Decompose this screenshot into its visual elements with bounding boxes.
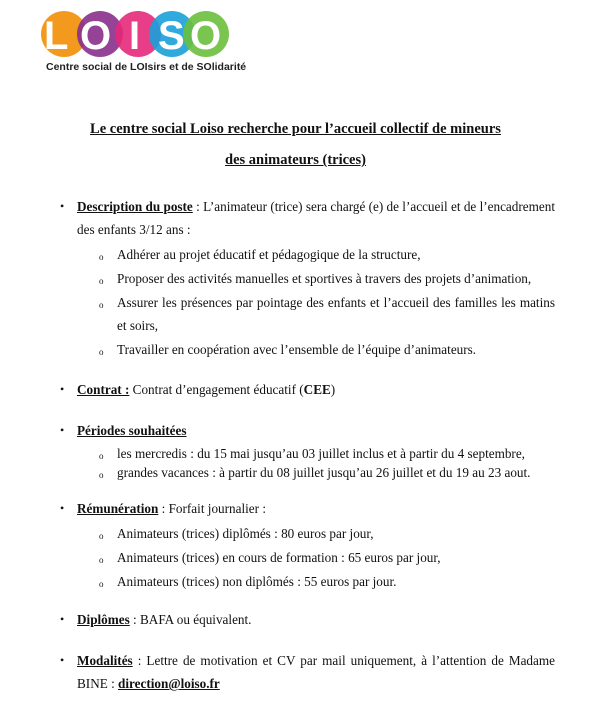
loiso-logo [22,6,247,73]
logo-letter-o: O [80,14,112,58]
contrat-section [77,378,555,401]
page-title-line2: des animateurs (trices) [225,152,366,168]
contrat-text: Contrat d’engagement éducatif ( [129,382,304,397]
remuneration-item: Animateurs (trices) diplômés : 80 euros par jour, [117,526,374,541]
email-link[interactable]: direction@loiso.fr [118,676,220,691]
page-title-line1: Le centre social Loiso recherche pour l’accueil collectif de mineurs [90,121,501,137]
remuneration-item: Animateurs (trices) en cours de formation : 65 euros par jour, [117,550,441,565]
diplomes-heading: Diplômes [77,612,130,627]
sub-bullet-icon: o [99,555,104,565]
contrat-end: ) [330,382,336,397]
sub-bullet-icon: o [99,579,104,589]
sub-bullet-icon: o [99,252,104,262]
sub-bullet-icon: o [99,347,104,357]
description-heading: Description du poste [77,199,193,214]
remuneration-section [77,497,555,520]
bullet-icon: • [60,423,65,437]
diplomes-text: : BAFA ou équivalent. [129,612,252,627]
modalites-section [77,649,555,695]
bullet-icon: • [60,653,65,667]
sub-bullet-icon: o [99,470,104,480]
sub-bullet-icon: o [99,300,104,310]
periodes-item: les mercredis : du 15 mai jusqu’au 03 juillet inclus et à partir du 4 septembre, [117,446,525,461]
contrat-code: CEE [303,382,331,397]
remuneration-item: Animateurs (trices) non diplômés : 55 euros par jour. [117,574,397,589]
logo-letter-i: I [129,14,141,58]
description-text: : L’animateur (trice) sera chargé (e) de l’accueil et de l’encadrement des enfants 3/12 ans : [77,199,555,237]
remuneration-text: : Forfait journalier : [158,501,266,516]
sub-bullet-icon: o [99,276,104,286]
description-item: Assurer les présences par pointage des enfants et l’accueil des familles les matins et soirs, [117,295,555,333]
contrat-heading: Contrat : [77,382,130,397]
logo-letter-s: S [158,14,185,58]
description-item: Proposer des activités manuelles et sportives à travers des projets d’animation, [117,271,532,286]
description-item: Travailler en coopération avec l’ensemble de l’équipe d’animateurs. [117,342,477,357]
bullet-icon: • [60,199,65,213]
bullet-icon: • [60,612,65,626]
description-item: Adhérer au projet éducatif et pédagogique de la structure, [117,247,421,262]
logo-letter-o2: O [190,14,222,58]
remuneration-heading: Rémunération [77,501,159,516]
logo-tagline: Centre social de LOIsirs et de SOlidarité [46,61,247,73]
diplomes-section [77,608,555,631]
bullet-icon: • [60,501,65,515]
periodes-heading: Périodes souhaitées [77,423,187,438]
periodes-item: grandes vacances : à partir du 08 juillet jusqu’au 26 juillet et du 19 au 23 aout. [117,465,531,480]
periodes-section [77,419,555,442]
bullet-icon: • [60,382,65,396]
modalites-heading: Modalités [77,653,133,668]
logo-graphic [22,6,232,60]
sub-bullet-icon: o [99,531,104,541]
description-section [77,195,555,241]
modalites-text: : Lettre de motivation et CV par mail uniquement, à l’attention de Madame BINE : [77,653,555,691]
logo-letter-l: L [44,14,69,58]
sub-bullet-icon: o [99,451,104,461]
